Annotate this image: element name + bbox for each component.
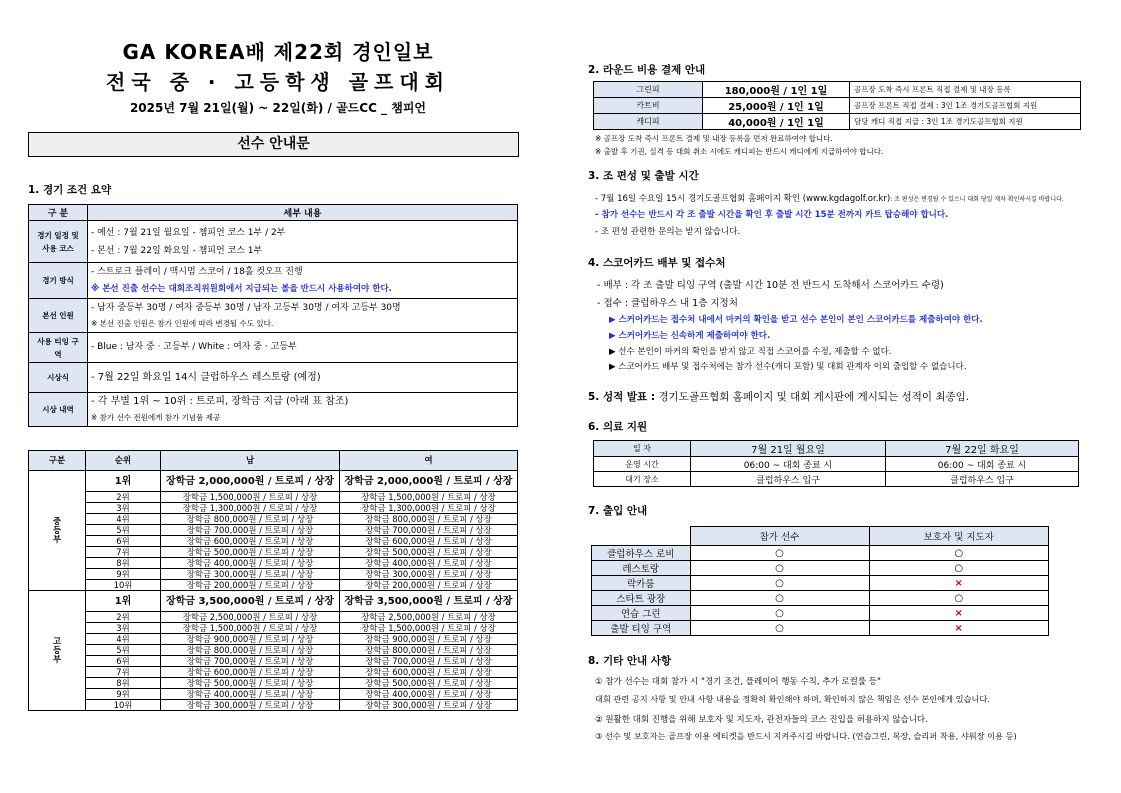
section-4-heading: 4. 스코어카드 배부 및 접수처 xyxy=(588,257,726,269)
etc-line-4: ③ 선수 및 보호자는 골프장 이용 에티켓을 반드시 지켜주시길 바랍니다. (연습그린, 복장, 슬리퍼 착용, 샤워장 이용 등) xyxy=(595,731,1017,741)
fee-row xyxy=(594,82,1081,98)
prize-rank: 9위 xyxy=(86,689,161,700)
prize-row xyxy=(29,678,518,689)
prize-female: 장학금 1,500,000원 / 트로피 / 상장 xyxy=(340,623,518,634)
prize-row xyxy=(29,612,518,623)
middle-school-label: 중 등 부 xyxy=(29,471,86,591)
prize-rank: 7위 xyxy=(86,547,161,558)
section-3-heading: 3. 조 편성 및 출발 시간 xyxy=(588,170,699,182)
access-mark: ○ xyxy=(690,606,869,621)
prize-female: 장학금 1,300,000원 / 트로피 / 상장 xyxy=(340,503,518,514)
prize-male: 장학금 600,000원 / 트로피 / 상장 xyxy=(161,536,340,547)
prize-female: 장학금 200,000원 / 트로피 / 상장 xyxy=(340,580,518,591)
fee-price: 25,000원 / 1인 1일 xyxy=(703,98,850,114)
conditions-table xyxy=(28,204,518,427)
prize-female: 장학금 800,000원 / 트로피 / 상장 xyxy=(340,514,518,525)
row-label-schedule: 경기 일정 및 사용 코스 xyxy=(29,221,88,263)
prize-male: 장학금 400,000원 / 트로피 / 상장 xyxy=(161,689,340,700)
access-mark: × xyxy=(869,621,1049,636)
fee-item: 카트비 xyxy=(594,98,703,114)
access-mark: ○ xyxy=(869,561,1049,576)
prize-header-rank: 순위 xyxy=(86,451,161,471)
col-label-header: 구 분 xyxy=(29,205,88,221)
fee-note-1: ※ 골프장 도착 즉시 프론트 결제 및 내장 등록을 먼저 완료하여야 합니다. xyxy=(595,134,833,143)
fee-item: 캐디피 xyxy=(594,114,703,130)
prize-rank: 3위 xyxy=(86,623,161,634)
row-detail-tee: - Blue : 남자 중 · 고등부 / White : 여자 중 · 고등부 xyxy=(88,333,518,363)
prize-row xyxy=(29,514,518,525)
prize-row xyxy=(29,558,518,569)
groups-line-2: - 참가 선수는 반드시 각 조 출발 시간을 확인 후 출발 시간 15분 전까지 카트 탑승해야 합니다. xyxy=(595,210,949,220)
access-mark: × xyxy=(869,576,1049,591)
fee-table xyxy=(593,81,1081,130)
prize-male: 장학금 700,000원 / 트로피 / 상장 xyxy=(161,525,340,536)
scorecard-bullet-2: ▶ 스커어카드는 신속하게 제출하여야 한다. xyxy=(609,331,771,341)
prize-header-female: 여 xyxy=(340,451,518,471)
prize-rank: 1위 xyxy=(86,591,161,612)
prize-female: 장학금 3,500,000원 / 트로피 / 상장 xyxy=(340,591,518,612)
prize-row xyxy=(29,503,518,514)
section-1-heading: 1. 경기 조건 요약 xyxy=(28,184,112,196)
prize-male: 장학금 800,000원 / 트로피 / 상장 xyxy=(161,514,340,525)
etc-line-3: ② 원활한 대회 진행을 위해 보호자 및 지도자, 관전자들의 코스 진입을 허용하지 않습니다. xyxy=(595,715,928,725)
scorecard-bullet-4: ▶ 스코어카드 배부 및 접수처에는 참가 선수(캐디 포함) 및 대회 관계자 이외 출입할 수 없습니다. xyxy=(609,362,967,372)
row-detail-schedule: - 예선 : 7월 21일 월요일 - 챔피언 코스 1부 / 2부 - 본선 : 7월 22일 화요일 - 챔피언 코스 1부 xyxy=(88,221,518,263)
access-place: 연습 그린 xyxy=(592,606,691,621)
access-place: 락카룸 xyxy=(592,576,691,591)
title-line-2: 전국 중 · 고등학생 골프대회 xyxy=(106,70,450,94)
prize-male: 장학금 400,000원 / 트로피 / 상장 xyxy=(161,558,340,569)
row-detail-awards: - 각 부별 1위 ~ 10위 : 트로피, 장학금 지급 (아래 표 참조) ※ 참가 선수 전원에게 참가 기념품 제공 xyxy=(88,393,518,427)
prize-rank: 10위 xyxy=(86,700,161,711)
prize-row xyxy=(29,656,518,667)
prize-female: 장학금 2,500,000원 / 트로피 / 상장 xyxy=(340,612,518,623)
section-8-heading: 8. 기타 안내 사항 xyxy=(588,655,672,667)
scorecard-bullet-3: ▶ 선수 본인이 마커의 확인을 받지 않고 직접 스코어를 수정, 제출할 수 없다. xyxy=(609,347,892,357)
prize-row xyxy=(29,623,518,634)
scorecard-line-2: - 접수 : 클럽하우스 내 1층 지정처 xyxy=(597,298,738,309)
prize-row xyxy=(29,591,518,612)
section-2-heading: 2. 라운드 비용 결제 안내 xyxy=(588,64,706,76)
groups-line-1: - 7월 16일 수요일 15시 경기도골프협회 홈페이지 확인 (www.kgdagolf.or.kr): 조 편성은 변경될 수 있으니 대회 당일 재차 확인하시길 바랍니다. xyxy=(595,194,1064,204)
access-place: 출발 티잉 구역 xyxy=(592,621,691,636)
fee-price: 180,000원 / 1인 1일 xyxy=(703,82,850,98)
prize-female: 장학금 500,000원 / 트로피 / 상장 xyxy=(340,678,518,689)
prize-female: 장학금 800,000원 / 트로피 / 상장 xyxy=(340,645,518,656)
row-label-format: 경기 방식 xyxy=(29,263,88,299)
prize-rank: 1위 xyxy=(86,471,161,492)
prize-rank: 5위 xyxy=(86,645,161,656)
prize-row xyxy=(29,492,518,503)
prize-rank: 8위 xyxy=(86,558,161,569)
prize-table xyxy=(28,450,518,711)
access-row xyxy=(592,591,1049,606)
fee-row xyxy=(594,114,1081,130)
access-mark: ○ xyxy=(869,546,1049,561)
title-line-1: GA KOREA배 제22회 경인일보 xyxy=(122,40,434,64)
prize-row xyxy=(29,645,518,656)
row-detail-ceremony: - 7월 22일 화요일 14시 클럽하우스 레스토랑 (예정) xyxy=(88,363,518,393)
prize-female: 장학금 1,500,000원 / 트로피 / 상장 xyxy=(340,492,518,503)
fee-note: 골프장 도착 즉시 프론트 직접 결제 및 내장 등록 xyxy=(850,82,1081,98)
middle-school-prizes xyxy=(29,471,518,591)
notice-banner: 선수 안내문 xyxy=(28,132,519,157)
access-mark: ○ xyxy=(690,621,869,636)
row-label-ceremony: 시상식 xyxy=(29,363,88,393)
prize-male: 장학금 600,000원 / 트로피 / 상장 xyxy=(161,667,340,678)
prize-female: 장학금 400,000원 / 트로피 / 상장 xyxy=(340,558,518,569)
medical-row: 운영 시간 06:00 ~ 대회 종료 시 06:00 ~ 대회 종료 시 xyxy=(594,457,1079,472)
fee-item: 그린피 xyxy=(594,82,703,98)
fee-note: 담당 캐디 직접 지급 : 3인 1조 경기도골프협회 지원 xyxy=(850,114,1081,130)
prize-male: 장학금 500,000원 / 트로피 / 상장 xyxy=(161,547,340,558)
access-mark: ○ xyxy=(869,591,1049,606)
prize-female: 장학금 700,000원 / 트로피 / 상장 xyxy=(340,656,518,667)
prize-rank: 2위 xyxy=(86,492,161,503)
groups-line-3: - 조 편성 관련한 문의는 받지 않습니다. xyxy=(595,227,741,237)
prize-row xyxy=(29,547,518,558)
prize-row xyxy=(29,580,518,591)
prize-male: 장학금 1,500,000원 / 트로피 / 상장 xyxy=(161,492,340,503)
prize-rank: 7위 xyxy=(86,667,161,678)
prize-rank: 5위 xyxy=(86,525,161,536)
title-line-3: 2025년 7월 21일(월) ~ 22일(화) / 골드CC _ 챔피언 xyxy=(129,101,427,115)
prize-row xyxy=(29,700,518,711)
prize-male: 장학금 700,000원 / 트로피 / 상장 xyxy=(161,656,340,667)
access-row xyxy=(592,561,1049,576)
fee-row xyxy=(594,98,1081,114)
prize-female: 장학금 400,000원 / 트로피 / 상장 xyxy=(340,689,518,700)
prize-male: 장학금 900,000원 / 트로피 / 상장 xyxy=(161,634,340,645)
access-row xyxy=(592,576,1049,591)
prize-female: 장학금 700,000원 / 트로피 / 상장 xyxy=(340,525,518,536)
prize-male: 장학금 500,000원 / 트로피 / 상장 xyxy=(161,678,340,689)
access-table: 참가 선수 보호자 및 지도자 클럽하우스 로비 ○ ○ 레스토랑 ○ ○ 락카룸 ○ × 스타트 광장 ○ ○ 연습 그린 ○ × 출발 티잉 구역 ○ × xyxy=(591,526,1049,636)
prize-rank: 6위 xyxy=(86,536,161,547)
prize-male: 장학금 2,000,000원 / 트로피 / 상장 xyxy=(161,471,340,492)
medical-table: 일 자 7월 21일 월요일 7월 22일 화요일 운영 시간 06:00 ~ 대회 종료 시 06:00 ~ 대회 종료 시 대기 장소 클럽하우스 입구 클럽하우스 입구 xyxy=(593,440,1079,487)
section-7-heading: 7. 출입 안내 xyxy=(588,505,648,517)
prize-rank: 10위 xyxy=(86,580,161,591)
row-label-finalists: 본선 인원 xyxy=(29,299,88,333)
prize-header-male: 남 xyxy=(161,451,340,471)
section-5-results: 5. 성적 발표 : 경기도골프협회 홈페이지 및 대회 게시판에 게시되는 성적이 최종임. xyxy=(588,391,970,403)
prize-male: 장학금 1,300,000원 / 트로피 / 상장 xyxy=(161,503,340,514)
row-label-awards: 시상 내역 xyxy=(29,393,88,427)
access-row xyxy=(592,546,1049,561)
prize-female: 장학금 600,000원 / 트로피 / 상장 xyxy=(340,536,518,547)
prize-row xyxy=(29,634,518,645)
access-mark: × xyxy=(869,606,1049,621)
row-label-tee: 사용 티잉 구역 xyxy=(29,333,88,363)
fee-note-2: ※ 출발 후 기권, 실격 등 대회 취소 시에도 캐디피는 반드시 캐디에게 지급하여야 합니다. xyxy=(595,147,884,156)
prize-female: 장학금 900,000원 / 트로피 / 상장 xyxy=(340,634,518,645)
prize-row xyxy=(29,471,518,492)
access-row xyxy=(592,606,1049,621)
prize-male: 장학금 300,000원 / 트로피 / 상장 xyxy=(161,700,340,711)
prize-row xyxy=(29,667,518,678)
prize-row xyxy=(29,536,518,547)
prize-male: 장학금 800,000원 / 트로피 / 상장 xyxy=(161,645,340,656)
section-6-heading: 6. 의료 지원 xyxy=(588,421,648,433)
prize-female: 장학금 500,000원 / 트로피 / 상장 xyxy=(340,547,518,558)
prize-rank: 4위 xyxy=(86,514,161,525)
fee-price: 40,000원 / 1인 1일 xyxy=(703,114,850,130)
high-school-label: 고 등 부 xyxy=(29,591,86,711)
access-place: 클럽하우스 로비 xyxy=(592,546,691,561)
access-place: 스타트 광장 xyxy=(592,591,691,606)
prize-male: 장학금 3,500,000원 / 트로피 / 상장 xyxy=(161,591,340,612)
prize-rank: 4위 xyxy=(86,634,161,645)
prize-male: 장학금 1,500,000원 / 트로피 / 상장 xyxy=(161,623,340,634)
access-mark: ○ xyxy=(690,561,869,576)
scorecard-line-1: - 배부 : 각 조 출발 티잉 구역 (출발 시간 10분 전 반드시 도착해서 스코어카드 수령) xyxy=(597,280,944,291)
row-detail-finalists: - 남자 중등부 30명 / 여자 중등부 30명 / 남자 고등부 30명 / 여자 고등부 30명 ※ 본선 진출 인원은 참가 인원에 따라 변경될 수도 있다. xyxy=(88,299,518,333)
prize-rank: 8위 xyxy=(86,678,161,689)
prize-male: 장학금 300,000원 / 트로피 / 상장 xyxy=(161,569,340,580)
col-detail-header: 세부 내용 xyxy=(88,205,518,221)
etc-line-2: 대회 관련 공지 사항 및 안내 사항 내용을 정확히 확인해야 하며, 확인하지 않은 책임은 선수 본인에게 있습니다. xyxy=(595,694,990,704)
fee-note: 골프장 프론트 직접 결제 : 3인 1조 경기도골프협회 지원 xyxy=(850,98,1081,114)
prize-rank: 6위 xyxy=(86,656,161,667)
row-detail-format: - 스트로크 플레이 / 맥시멈 스코어 / 18홀 컷오프 진행 ※ 본선 진출 선수는 대회조직위원회에서 지급되는 볼을 반드시 사용하여야 한다. xyxy=(88,263,518,299)
prize-female: 장학금 300,000원 / 트로피 / 상장 xyxy=(340,569,518,580)
prize-male: 장학금 2,500,000원 / 트로피 / 상장 xyxy=(161,612,340,623)
access-mark: ○ xyxy=(690,591,869,606)
prize-rank: 9위 xyxy=(86,569,161,580)
prize-male: 장학금 200,000원 / 트로피 / 상장 xyxy=(161,580,340,591)
prize-header-division: 구분 xyxy=(29,451,86,471)
scorecard-bullet-1: ▶ 스커어카드는 접수처 내에서 마커의 확인을 받고 선수 본인이 본인 스코어카드를 제출하여야 한다. xyxy=(609,315,983,325)
prize-female: 장학금 2,000,000원 / 트로피 / 상장 xyxy=(340,471,518,492)
high-school-prizes xyxy=(29,591,518,711)
prize-rank: 2위 xyxy=(86,612,161,623)
prize-female: 장학금 300,000원 / 트로피 / 상장 xyxy=(340,700,518,711)
prize-row xyxy=(29,689,518,700)
access-mark: ○ xyxy=(690,576,869,591)
prize-row xyxy=(29,525,518,536)
prize-rank: 3위 xyxy=(86,503,161,514)
access-place: 레스토랑 xyxy=(592,561,691,576)
medical-row: 대기 장소 클럽하우스 입구 클럽하우스 입구 xyxy=(594,472,1079,487)
access-mark: ○ xyxy=(690,546,869,561)
prize-female: 장학금 600,000원 / 트로피 / 상장 xyxy=(340,667,518,678)
prize-row xyxy=(29,569,518,580)
access-row xyxy=(592,621,1049,636)
etc-line-1: ① 참가 선수는 대회 참가 시 "경기 조건, 플레이어 행동 수칙, 추가 로컬룰 등" xyxy=(595,677,881,687)
